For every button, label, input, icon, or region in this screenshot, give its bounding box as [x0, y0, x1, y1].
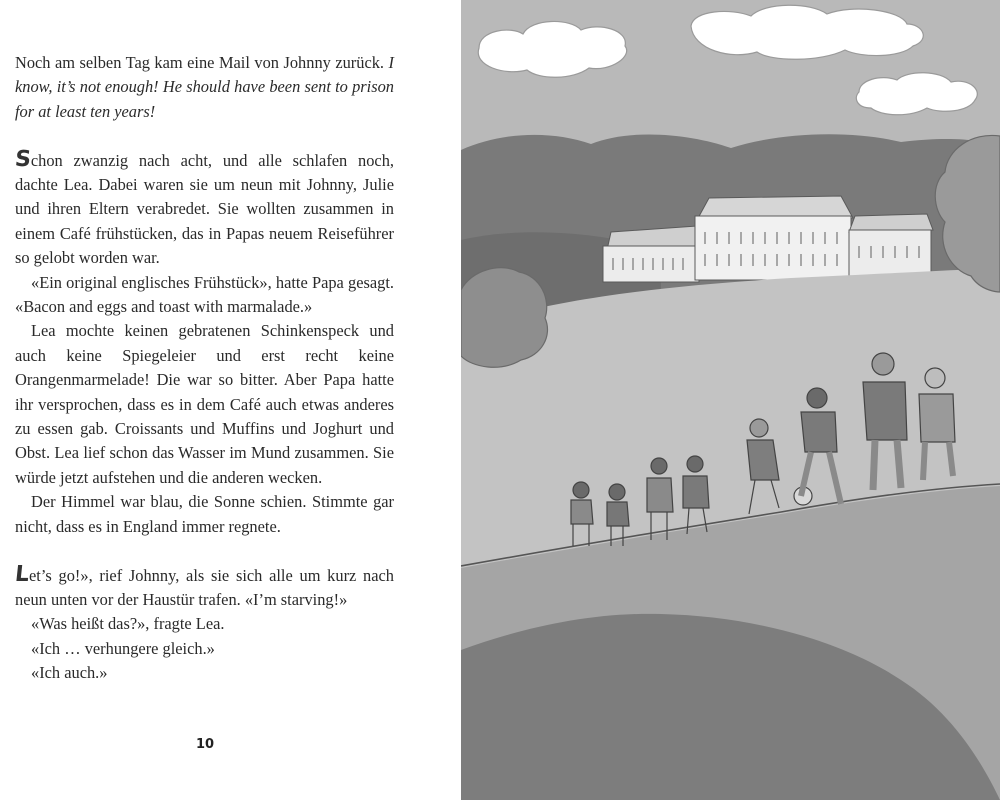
paragraph-1-italic: I know, it’s not enough! He should have been sent to prison for at least ten years!: [15, 53, 394, 121]
illustration: [461, 0, 1000, 800]
dropcap-l: L: [13, 561, 31, 587]
left-page: [0, 0, 461, 800]
paragraph-9: «Ich auch.»: [31, 663, 108, 683]
dropcap-s: S: [13, 146, 33, 172]
bush-left: [461, 268, 548, 368]
paragraph-1-text: Noch am selben Tag kam eine Mail von Johnny zurück.: [15, 53, 389, 72]
paragraph-7: «Was heißt das?», fragte Lea.: [31, 614, 225, 634]
paragraph-2-text: chon zwanzig nach acht, und alle schlafen noch, dachte Lea. Dabei waren sie um neun mit Johnny, Julie und ihren Eltern verabredet. Sie wollten zusammen in einem Café frühstücken, das in Papas neuem Reiseführer so gelobt worden war.: [15, 150, 394, 268]
paragraph-8: «Ich … verhungere gleich.»: [31, 638, 215, 658]
text-body: [15, 51, 394, 686]
paragraph-2: [13, 146, 394, 271]
paragraph-5: Der Himmel war blau, die Sonne schien. Stimmte gar nicht, dass es in England immer regnete.: [15, 492, 394, 536]
paragraph-1: [15, 51, 394, 124]
paragraph-6: [13, 561, 394, 613]
paragraph-4: Lea mochte keinen gebratenen Schinkenspeck und auch keine Spiegeleier und erst recht keine Orangenmarmelade! Die war so bitter. Aber Papa hatte ihr versprochen, dass es in dem Café auch etwas anderes zu essen gab. Croissants und Muffins und Joghurt und Obst. Lea lief schon das Wasser im Mund zusammen. Sie würde jetzt aufstehen und die anderen wecken.: [15, 321, 394, 487]
illustration-page: [461, 0, 1000, 800]
paragraph-3: «Ein original englisches Frühstück», hatte Papa gesagt. «Bacon and eggs and toast with marmalade.»: [15, 272, 394, 317]
page-number: 10: [196, 737, 215, 752]
cloud-top: [691, 5, 923, 59]
paragraph-6-text: et’s go!», rief Johnny, als sie sich alle um kurz nach neun unten vor der Haustür trafen. «I’m starving!»: [15, 565, 394, 609]
